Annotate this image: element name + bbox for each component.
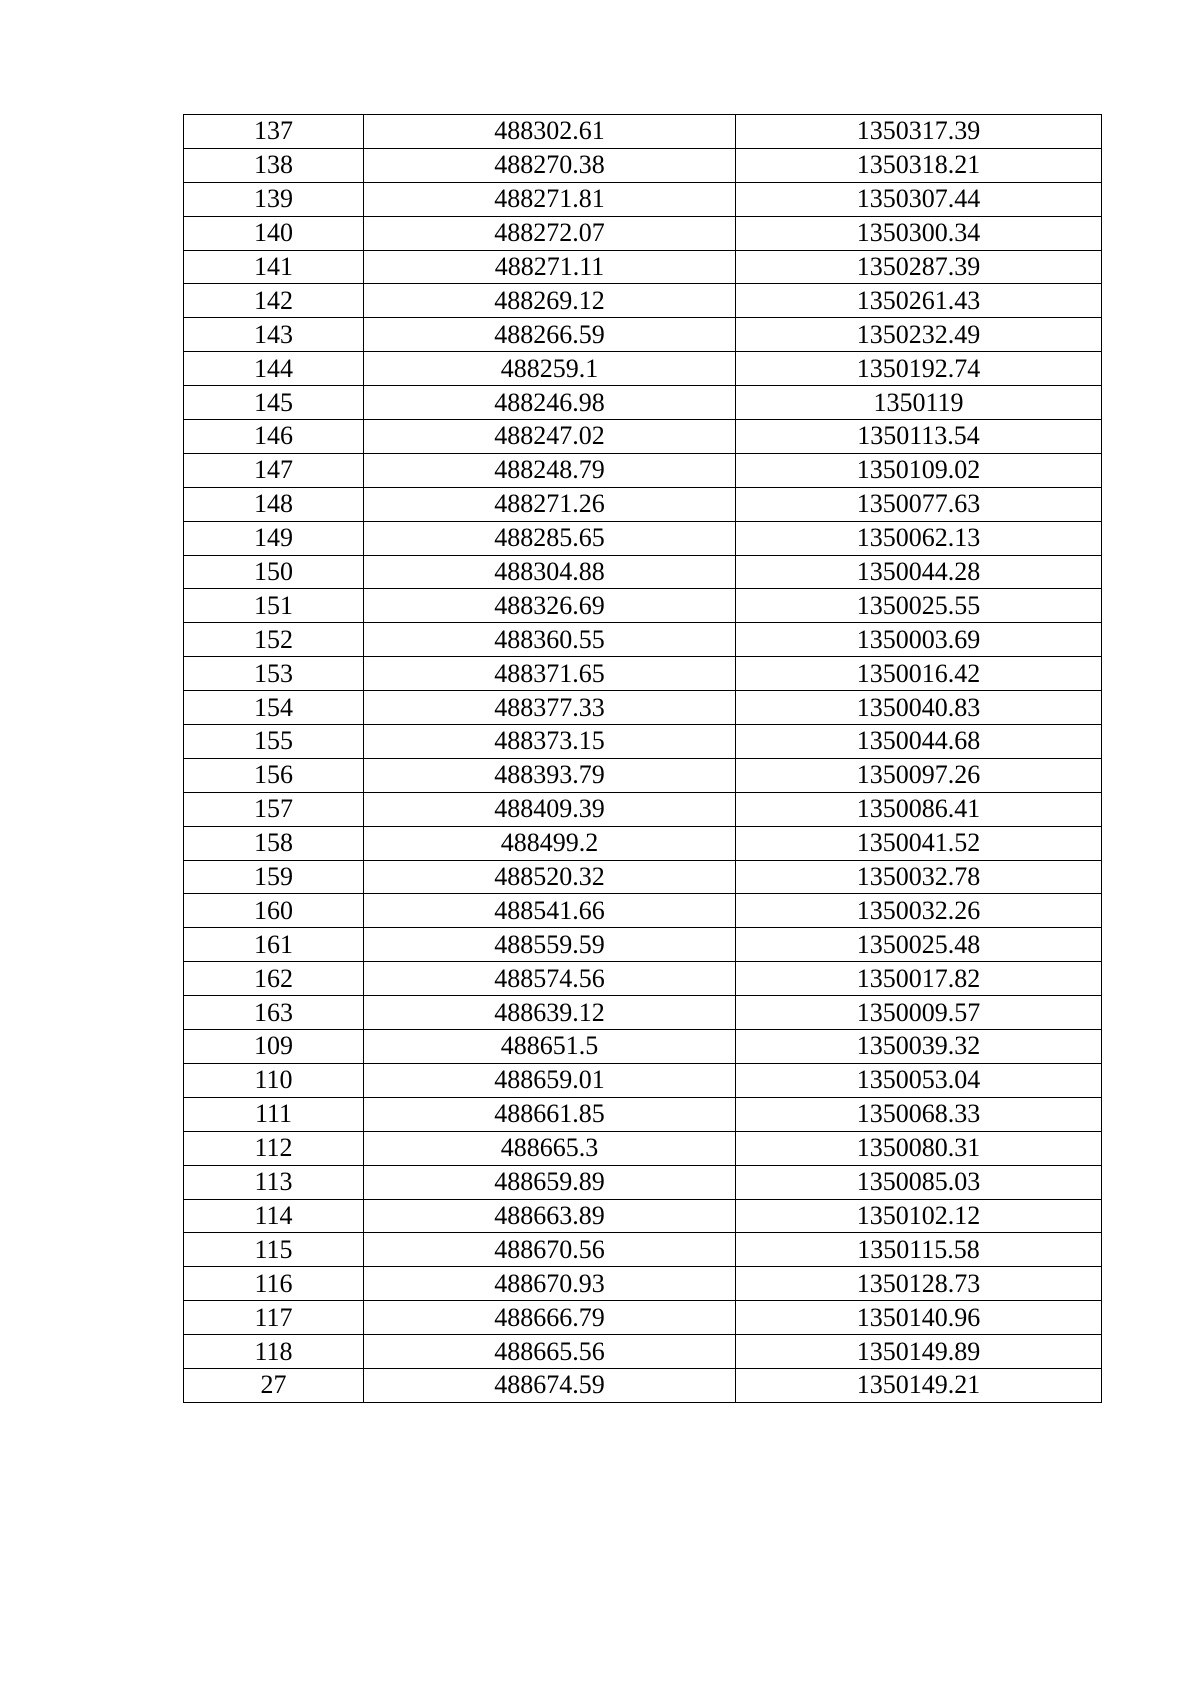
table-row [184,521,1102,555]
point-number-cell: 148 [184,487,364,521]
y-coordinate-cell: 1350102.12 [736,1199,1102,1233]
table-row [184,1233,1102,1267]
point-number-cell: 163 [184,996,364,1030]
point-number-cell: 161 [184,928,364,962]
y-coordinate-cell: 1350077.63 [736,487,1102,521]
point-number-cell: 143 [184,318,364,352]
y-coordinate-cell: 1350062.13 [736,521,1102,555]
y-coordinate-cell: 1350109.02 [736,453,1102,487]
point-number-cell: 156 [184,758,364,792]
y-coordinate-cell: 1350068.33 [736,1097,1102,1131]
y-coordinate-cell: 1350086.41 [736,792,1102,826]
y-coordinate-cell: 1350307.44 [736,182,1102,216]
table-row [184,182,1102,216]
x-coordinate-cell: 488270.38 [364,148,736,182]
point-number-cell: 141 [184,250,364,284]
point-number-cell: 116 [184,1267,364,1301]
point-number-cell: 27 [184,1368,364,1402]
y-coordinate-cell: 1350128.73 [736,1267,1102,1301]
table-row [184,928,1102,962]
table-row [184,1368,1102,1402]
table-row [184,657,1102,691]
table-row [184,216,1102,250]
y-coordinate-cell: 1350017.82 [736,962,1102,996]
point-number-cell: 138 [184,148,364,182]
y-coordinate-cell: 1350140.96 [736,1301,1102,1335]
x-coordinate-cell: 488674.59 [364,1368,736,1402]
table-row [184,352,1102,386]
table-row [184,860,1102,894]
x-coordinate-cell: 488246.98 [364,386,736,420]
table-row [184,996,1102,1030]
point-number-cell: 145 [184,386,364,420]
table-row [184,758,1102,792]
point-number-cell: 139 [184,182,364,216]
point-number-cell: 112 [184,1131,364,1165]
table-row [184,1030,1102,1064]
table-row [184,1301,1102,1335]
x-coordinate-cell: 488639.12 [364,996,736,1030]
y-coordinate-cell: 1350003.69 [736,623,1102,657]
point-number-cell: 118 [184,1335,364,1369]
y-coordinate-cell: 1350032.26 [736,894,1102,928]
y-coordinate-cell: 1350044.28 [736,555,1102,589]
y-coordinate-cell: 1350149.89 [736,1335,1102,1369]
y-coordinate-cell: 1350044.68 [736,725,1102,759]
y-coordinate-cell: 1350085.03 [736,1165,1102,1199]
point-number-cell: 137 [184,115,364,149]
x-coordinate-cell: 488665.3 [364,1131,736,1165]
x-coordinate-cell: 488302.61 [364,115,736,149]
x-coordinate-cell: 488670.56 [364,1233,736,1267]
y-coordinate-cell: 1350025.55 [736,589,1102,623]
x-coordinate-cell: 488266.59 [364,318,736,352]
x-coordinate-cell: 488666.79 [364,1301,736,1335]
point-number-cell: 159 [184,860,364,894]
y-coordinate-cell: 1350040.83 [736,691,1102,725]
x-coordinate-cell: 488247.02 [364,420,736,454]
x-coordinate-cell: 488661.85 [364,1097,736,1131]
point-number-cell: 113 [184,1165,364,1199]
y-coordinate-cell: 1350287.39 [736,250,1102,284]
table-row [184,115,1102,149]
table-row [184,792,1102,826]
x-coordinate-cell: 488259.1 [364,352,736,386]
point-number-cell: 150 [184,555,364,589]
x-coordinate-cell: 488326.69 [364,589,736,623]
point-number-cell: 158 [184,826,364,860]
x-coordinate-cell: 488659.01 [364,1063,736,1097]
coordinates-table [183,114,1102,1403]
table-row [184,1063,1102,1097]
y-coordinate-cell: 1350041.52 [736,826,1102,860]
table-row [184,453,1102,487]
table-row [184,1165,1102,1199]
table-row [184,691,1102,725]
x-coordinate-cell: 488271.11 [364,250,736,284]
point-number-cell: 110 [184,1063,364,1097]
point-number-cell: 153 [184,657,364,691]
x-coordinate-cell: 488659.89 [364,1165,736,1199]
table-row [184,284,1102,318]
y-coordinate-cell: 1350009.57 [736,996,1102,1030]
table-row [184,1097,1102,1131]
point-number-cell: 154 [184,691,364,725]
point-number-cell: 140 [184,216,364,250]
table-row [184,318,1102,352]
table-row [184,1131,1102,1165]
x-coordinate-cell: 488559.59 [364,928,736,962]
point-number-cell: 151 [184,589,364,623]
x-coordinate-cell: 488651.5 [364,1030,736,1064]
point-number-cell: 152 [184,623,364,657]
point-number-cell: 114 [184,1199,364,1233]
table-row [184,826,1102,860]
y-coordinate-cell: 1350039.32 [736,1030,1102,1064]
x-coordinate-cell: 488373.15 [364,725,736,759]
point-number-cell: 146 [184,420,364,454]
point-number-cell: 111 [184,1097,364,1131]
x-coordinate-cell: 488271.26 [364,487,736,521]
table-row [184,1267,1102,1301]
x-coordinate-cell: 488360.55 [364,623,736,657]
table-row [184,589,1102,623]
y-coordinate-cell: 1350317.39 [736,115,1102,149]
y-coordinate-cell: 1350149.21 [736,1368,1102,1402]
point-number-cell: 144 [184,352,364,386]
point-number-cell: 109 [184,1030,364,1064]
x-coordinate-cell: 488248.79 [364,453,736,487]
x-coordinate-cell: 488520.32 [364,860,736,894]
x-coordinate-cell: 488377.33 [364,691,736,725]
point-number-cell: 147 [184,453,364,487]
x-coordinate-cell: 488269.12 [364,284,736,318]
table-row [184,386,1102,420]
table-row [184,894,1102,928]
y-coordinate-cell: 1350119 [736,386,1102,420]
point-number-cell: 155 [184,725,364,759]
table-row [184,420,1102,454]
x-coordinate-cell: 488663.89 [364,1199,736,1233]
x-coordinate-cell: 488665.56 [364,1335,736,1369]
table-row [184,623,1102,657]
x-coordinate-cell: 488393.79 [364,758,736,792]
table-row [184,250,1102,284]
table-row [184,725,1102,759]
table-row [184,148,1102,182]
x-coordinate-cell: 488670.93 [364,1267,736,1301]
point-number-cell: 142 [184,284,364,318]
y-coordinate-cell: 1350318.21 [736,148,1102,182]
point-number-cell: 149 [184,521,364,555]
point-number-cell: 157 [184,792,364,826]
x-coordinate-cell: 488371.65 [364,657,736,691]
x-coordinate-cell: 488272.07 [364,216,736,250]
x-coordinate-cell: 488499.2 [364,826,736,860]
coordinates-table-body [184,115,1102,1403]
table-row [184,555,1102,589]
y-coordinate-cell: 1350232.49 [736,318,1102,352]
y-coordinate-cell: 1350080.31 [736,1131,1102,1165]
y-coordinate-cell: 1350300.34 [736,216,1102,250]
y-coordinate-cell: 1350192.74 [736,352,1102,386]
x-coordinate-cell: 488409.39 [364,792,736,826]
x-coordinate-cell: 488285.65 [364,521,736,555]
y-coordinate-cell: 1350115.58 [736,1233,1102,1267]
y-coordinate-cell: 1350261.43 [736,284,1102,318]
point-number-cell: 160 [184,894,364,928]
x-coordinate-cell: 488541.66 [364,894,736,928]
point-number-cell: 162 [184,962,364,996]
table-row [184,487,1102,521]
point-number-cell: 115 [184,1233,364,1267]
table-row [184,962,1102,996]
y-coordinate-cell: 1350053.04 [736,1063,1102,1097]
x-coordinate-cell: 488304.88 [364,555,736,589]
y-coordinate-cell: 1350097.26 [736,758,1102,792]
x-coordinate-cell: 488574.56 [364,962,736,996]
y-coordinate-cell: 1350032.78 [736,860,1102,894]
y-coordinate-cell: 1350113.54 [736,420,1102,454]
x-coordinate-cell: 488271.81 [364,182,736,216]
point-number-cell: 117 [184,1301,364,1335]
table-row [184,1199,1102,1233]
table-row [184,1335,1102,1369]
y-coordinate-cell: 1350016.42 [736,657,1102,691]
y-coordinate-cell: 1350025.48 [736,928,1102,962]
